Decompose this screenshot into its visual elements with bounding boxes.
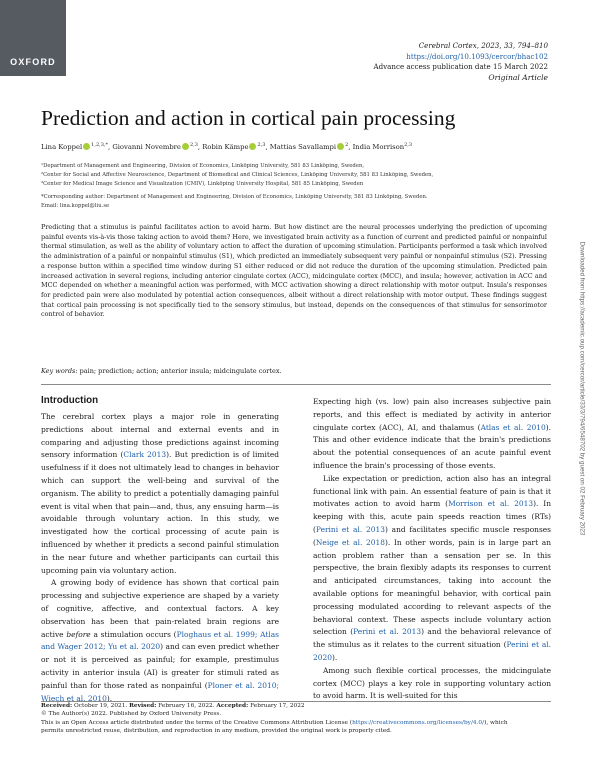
- orcid-icon[interactable]: [83, 143, 90, 150]
- orcid-icon[interactable]: [337, 143, 344, 150]
- orcid-icon[interactable]: [249, 143, 256, 150]
- affiliation: ³Center for Medical Image Science and Visualization (CMIV), Linköping University Hospital, 581 85 Linköping, Sweden: [41, 181, 364, 188]
- paragraph: Expecting high (vs. low) pain also increases subjective pain reports, and this effect is mediated by activity in anterior cingulate cortex (ACC), AI, and thalamus (Atlas et al. 2010). This and other evidence indicate that the brain's predictions about the potential consequences of an acute painful event influence the brain's processing of those events.: [313, 397, 551, 470]
- section-heading-introduction: Introduction: [41, 395, 99, 406]
- author-name[interactable]: India Morrison: [352, 143, 405, 151]
- download-notice: Downloaded from https://academic.oup.com/cercor/article/33/3/794/6548702 by guest on 02 February 2023: [578, 241, 586, 536]
- affiliations: [41, 162, 433, 211]
- doi-link[interactable]: https://doi.org/10.1093/cercor/bhac102: [406, 51, 548, 61]
- keywords-text: pain; prediction; action; anterior insula; midcingulate cortex.: [77, 367, 282, 375]
- corresponding-author: *Corresponding author: Department of Management and Engineering, Division of Economics, Linköping University, 581 83 Linköping, Sweden.: [41, 194, 428, 201]
- article-footer: [41, 702, 508, 735]
- author-list: Lina Koppel $^{1,2,3,*}$, Giovanni Novembre $^{2,3}$, Robin Kämpe $^{2,3}$, Mattias Savallampi $^2$, India Morrison$^{2,3}$: [41, 142, 413, 151]
- advance-access: Advance access publication date 15 March 2022: [373, 62, 548, 71]
- right-column: [313, 396, 551, 703]
- affiliation: ²Center for Social and Affective Neuroscience, Department of Biomedical and Clinical Sciences, Linköping University, 581 83 Linköping, Sweden,: [41, 172, 434, 179]
- license-link[interactable]: https://creativecommons.org/licenses/by/4.0/: [352, 719, 485, 726]
- author-name[interactable]: Mattias Savallampi: [269, 143, 337, 151]
- author-affil: 2,3: [257, 142, 266, 148]
- dates-line: Received: October 19, 2021. Revised: February 16, 2022. Accepted: February 17, 2022: [41, 703, 305, 709]
- journal-citation: Cerebral Cortex, 2023, 33, 794–810: [418, 41, 548, 50]
- paragraph: A growing body of evidence has shown that cortical pain processing and subjective experience are shaped by a variety of cognitive, affective, and contextual factors. A key observation has been that pain-related brain regions are active before a stimulation occurs (Ploghaus et al. 1999; Atlas and Wager 2012; Yu et al. 2020) and can even predict whether or not it is perceived as painful; for example, prestimulus activity in anterior insula (AI) is greater for stimuli rated as painful than for those rated as nonpainful (Ploner et al. 2010; Wiech et al. 2010).: [41, 578, 279, 703]
- author-affil: 2,3: [189, 142, 198, 148]
- copyright: © The Author(s) 2022. Published by Oxford University Press.: [41, 711, 222, 718]
- author-name[interactable]: Lina Koppel: [41, 143, 83, 151]
- paragraph: Among such flexible cortical processes, the midcingulate cortex (MCC) plays a key role in supporting voluntary action to avoid harm. It is well-suited for this: [313, 665, 551, 701]
- citation-link[interactable]: Perini et al. 2013: [353, 627, 422, 637]
- citation-link[interactable]: Clark 2013: [123, 450, 167, 460]
- affiliation: ¹Department of Management and Engineering, Division of Economics, Linköping University, 581 83 Linköping, Sweden,: [41, 163, 365, 169]
- article-title: Prediction and action in cortical pain processing: [41, 106, 456, 130]
- license-line: This is an Open Access article distributed under the terms of the Creative Commons Attribution License (https://creativecommons.org/licenses/by/4.0/), which: [41, 719, 508, 726]
- article-type: Original Article: [488, 72, 548, 82]
- paragraph: Like expectation or prediction, action also has an integral functional link with pain. An essential feature of pain is that it motivates action to avoid harm (Morrison et al. 2013). In keeping with this, acute pain speeds reaction times (RTs) (Perini et al. 2013) and facilitates specific muscle responses (Neige et al. 2018). In other words, pain is in large part an action problem rather than a sensation per se. In this perspective, the brain flexibly adapts its responses to current and anticipated circumstances, taking into account the available options for meaningful behavior, with cortical pain processing modulated according to relevant aspects of the behavioral context. These aspects include voluntary action selection (Perini et al. 2013) and the behavioral relevance of the stimulus as it relates to the current situation (Perini et al. 2020).: [313, 473, 552, 662]
- citation-link[interactable]: Perini et al. 2020: [313, 640, 551, 662]
- oxford-logo: [0, 0, 66, 76]
- citation-link[interactable]: Neige et al. 2018: [315, 537, 385, 547]
- author-name[interactable]: Robin Kämpe: [202, 143, 249, 151]
- keywords-label: Key words:: [41, 367, 78, 375]
- divider: [41, 384, 551, 385]
- citation-link[interactable]: Ploner et al. 2010; Wiech et al. 2010: [41, 680, 279, 703]
- corresponding-email[interactable]: Email: lina.koppel@liu.se: [41, 203, 110, 210]
- abstract: Predicting that a stimulus is painful facilitates action to avoid harm. But how distinct are the neural processes underlying the prediction of upcoming painful events vis-à-vis those taking action to avoid them? Here, we investigated brain activity as a function of current and predicted painful or nonpainful thermal stimulation, as well as the ability of voluntary action to affect the duration of upcoming stimulation. Participants performed a task which involved the administration of a painful or nonpainful stimulus (S1), which predicted an immediately subsequent very painful or nonpainful stimulus (S2). Pressing a response button within a specified time window during S1 either reduced or did not reduce the duration of the upcoming stimulation. Predicted pain increased activation in several regions, including anterior cingulate cortex (ACC), midcingulate cortex (MCC), and insula; however, activation in ACC and MCC depended on whether a meaningful action was performed, with MCC activation showing a direct relationship with motor output. Insula's responses for predicted pain were also modulated by potential action consequences, albeit without a direct relationship with motor output. These findings suggest that cortical pain processing is not specifically tied to the sensory stimulus, but instead, depends on the consequences of that stimulus for sensorimotor control of behavior.: [41, 223, 547, 319]
- journal-info: [374, 41, 549, 83]
- keywords: [41, 367, 282, 375]
- left-column: [41, 411, 279, 705]
- license-line-2: permits unrestricted reuse, distribution, and reproduction in any medium, provided the original work is properly cited.: [41, 727, 392, 734]
- author-name[interactable]: Giovanni Novembre: [112, 143, 181, 151]
- citation-link[interactable]: Morrison et al. 2013: [448, 499, 534, 509]
- citation-link[interactable]: Ploghaus et al. 1999; Atlas and Wager 2012; Yu et al. 2020: [41, 629, 279, 652]
- orcid-icon[interactable]: [182, 143, 189, 150]
- author-affil: 2: [345, 142, 349, 148]
- citation-link[interactable]: Perini et al. 2013: [315, 524, 385, 534]
- author-affil: 2,3: [404, 142, 413, 148]
- citation-link[interactable]: Atlas et al. 2010: [480, 422, 546, 432]
- publisher-logo-text: OXFORD: [10, 57, 56, 67]
- author-affil: 1,2,3,*: [91, 142, 108, 148]
- paragraph: The cerebral cortex plays a major role in generating predictions about internal and external events and in comparing and adjusting those predictions against incoming sensory information (Clark 2013). But prediction is of limited usefulness if it does not ultimately lead to changes in behavior which can support the well-being and survival of the organism. The ability to predict a potentially damaging painful event is vital when that pain—and, thus, any ensuing harm—is avoidable through voluntary action. In this study, we investigated how the cortical processing of acute pain is influenced by whether it predicts a second painful stimulation in the near future and whether participants can curtail this upcoming pain via voluntary action.: [41, 412, 279, 575]
